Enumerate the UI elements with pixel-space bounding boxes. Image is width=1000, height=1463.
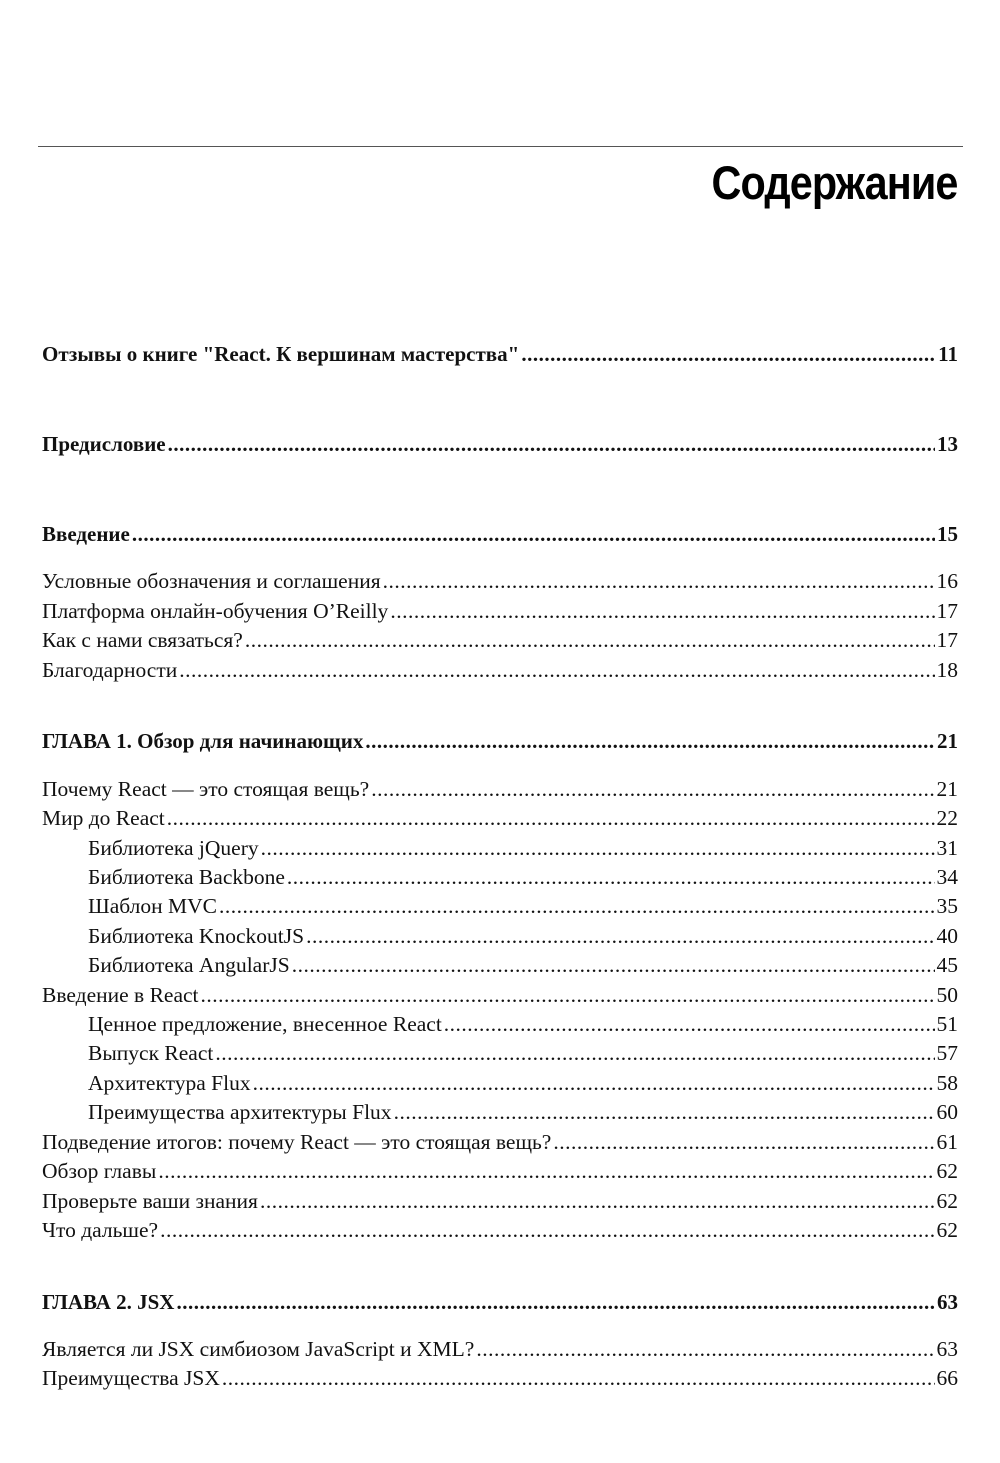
- toc-entry-page: 35: [936, 894, 958, 918]
- dot-leader: [167, 803, 935, 833]
- dot-leader: [383, 566, 935, 596]
- toc-entry[interactable]: [42, 596, 958, 626]
- dot-leader: [176, 1287, 935, 1317]
- toc-entry-title: ГЛАВА 1. Обзор для начинающих: [42, 729, 364, 753]
- toc-entry-title: Является ли JSX симбиозом JavaScript и XML?: [42, 1337, 475, 1361]
- toc-entry[interactable]: [42, 339, 958, 369]
- toc-entry-title: Что дальше?: [42, 1218, 159, 1242]
- dot-leader: [201, 980, 935, 1010]
- toc-entry-page: 34: [936, 865, 958, 889]
- toc-entry-page: 58: [936, 1071, 958, 1095]
- toc-entry-title: Условные обозначения и соглашения: [42, 569, 381, 593]
- toc-entry[interactable]: [42, 803, 958, 833]
- toc-entry-page: 31: [936, 836, 958, 860]
- toc-entry[interactable]: [42, 429, 958, 459]
- dot-leader: [306, 921, 934, 951]
- header-rule: [38, 146, 963, 147]
- toc-entry-page: 11: [938, 342, 958, 366]
- toc-entry[interactable]: [42, 980, 958, 1010]
- toc-entry[interactable]: [42, 1334, 958, 1364]
- toc-entry[interactable]: [42, 1038, 958, 1068]
- toc-entry-title: Ценное предложение, внесенное React: [88, 1012, 442, 1036]
- toc-entry[interactable]: [42, 891, 958, 921]
- toc-entry[interactable]: [42, 1287, 958, 1317]
- toc-entry[interactable]: [42, 655, 958, 685]
- dot-leader: [371, 774, 934, 804]
- toc-entry-page: 17: [936, 599, 958, 623]
- dot-leader: [521, 339, 936, 369]
- dot-leader: [394, 1097, 935, 1127]
- toc-entry-title: Выпуск React: [88, 1041, 214, 1065]
- toc-entry-title: Мир до React: [42, 806, 165, 830]
- toc-entry-page: 50: [936, 983, 958, 1007]
- toc-entry-title: Предисловие: [42, 432, 166, 456]
- dot-leader: [260, 1186, 935, 1216]
- dot-leader: [222, 1363, 935, 1393]
- toc-entry-page: 18: [936, 658, 958, 682]
- toc-entry-title: Библиотека AngularJS: [88, 953, 290, 977]
- toc-entry[interactable]: [42, 774, 958, 804]
- toc-entry-page: 62: [936, 1218, 958, 1242]
- dot-leader: [390, 596, 934, 626]
- toc-entry-title: Преимущества архитектуры Flux: [88, 1100, 392, 1124]
- toc-entry[interactable]: [42, 566, 958, 596]
- toc-entry[interactable]: [42, 519, 958, 549]
- toc-entry-page: 40: [936, 924, 958, 948]
- toc-entry-page: 16: [936, 569, 958, 593]
- toc-entry[interactable]: [42, 1156, 958, 1186]
- dot-leader: [219, 891, 935, 921]
- toc-entry-title: Обзор главы: [42, 1159, 157, 1183]
- toc-entry-title: Почему React — это стоящая вещь?: [42, 777, 370, 801]
- toc-entry-title: Как с нами связаться?: [42, 628, 243, 652]
- dot-leader: [365, 726, 935, 756]
- toc-entry-title: Проверьте ваши знания: [42, 1189, 258, 1213]
- page-title: Содержание: [711, 156, 958, 209]
- toc-entry-title: Библиотека jQuery: [88, 836, 259, 860]
- dot-leader: [444, 1009, 935, 1039]
- toc-entry[interactable]: [42, 1127, 958, 1157]
- toc-entry-page: 57: [936, 1041, 958, 1065]
- toc-entry-title: Преимущества JSX: [42, 1366, 220, 1390]
- toc-entry[interactable]: [42, 625, 958, 655]
- dot-leader: [261, 833, 935, 863]
- toc-entry-title: Введение в React: [42, 983, 199, 1007]
- toc-entry[interactable]: [42, 1215, 958, 1245]
- dot-leader: [168, 429, 935, 459]
- dot-leader: [253, 1068, 935, 1098]
- toc-entry-title: Введение: [42, 522, 130, 546]
- toc-entry[interactable]: [42, 862, 958, 892]
- toc-entry-page: 13: [937, 432, 958, 456]
- toc-entry-page: 62: [936, 1159, 958, 1183]
- toc-entry-page: 15: [937, 522, 958, 546]
- toc-entry-page: 51: [936, 1012, 958, 1036]
- toc-entry-page: 21: [936, 777, 958, 801]
- toc-entry-title: Шаблон MVC: [88, 894, 217, 918]
- toc-entry-title: Благодарности: [42, 658, 178, 682]
- dot-leader: [245, 625, 935, 655]
- toc-entry[interactable]: [42, 833, 958, 863]
- toc-entry-title: Платформа онлайн-обучения O’Reilly: [42, 599, 389, 623]
- toc-entry-page: 63: [936, 1337, 958, 1361]
- toc-entry[interactable]: [42, 1097, 958, 1127]
- toc-entry-page: 22: [936, 806, 958, 830]
- dot-leader: [287, 862, 935, 892]
- toc-entry[interactable]: [42, 921, 958, 951]
- toc-entry-title: Отзывы о книге "React. К вершинам мастерства": [42, 342, 520, 366]
- toc-entry-page: 60: [936, 1100, 958, 1124]
- toc-entry[interactable]: [42, 726, 958, 756]
- toc-entry-title: ГЛАВА 2. JSX: [42, 1290, 175, 1314]
- dot-leader: [476, 1334, 934, 1364]
- toc-entry-page: 62: [936, 1189, 958, 1213]
- toc-entry-title: Библиотека Backbone: [88, 865, 285, 889]
- toc-entry-page: 21: [937, 729, 958, 753]
- toc-entry[interactable]: [42, 1363, 958, 1393]
- dot-leader: [292, 950, 935, 980]
- dot-leader: [158, 1156, 934, 1186]
- dot-leader: [179, 655, 934, 685]
- toc-entry-page: 66: [936, 1366, 958, 1390]
- toc-entry-title: Библиотека KnockoutJS: [88, 924, 305, 948]
- dot-leader: [553, 1127, 934, 1157]
- toc-entry[interactable]: [42, 1186, 958, 1216]
- toc-entry-page: 61: [936, 1130, 958, 1154]
- toc-entry-title: Архитектура Flux: [88, 1071, 251, 1095]
- toc-entry[interactable]: [42, 950, 958, 980]
- toc-entry-page: 45: [936, 953, 958, 977]
- dot-leader: [215, 1038, 934, 1068]
- toc-entry-title: Подведение итогов: почему React — это стоящая вещь?: [42, 1130, 552, 1154]
- toc-entry[interactable]: [42, 1009, 958, 1039]
- dot-leader: [160, 1215, 934, 1245]
- toc-entry-page: 63: [937, 1290, 958, 1314]
- toc-entry-page: 17: [936, 628, 958, 652]
- dot-leader: [132, 519, 935, 549]
- toc-entry[interactable]: [42, 1068, 958, 1098]
